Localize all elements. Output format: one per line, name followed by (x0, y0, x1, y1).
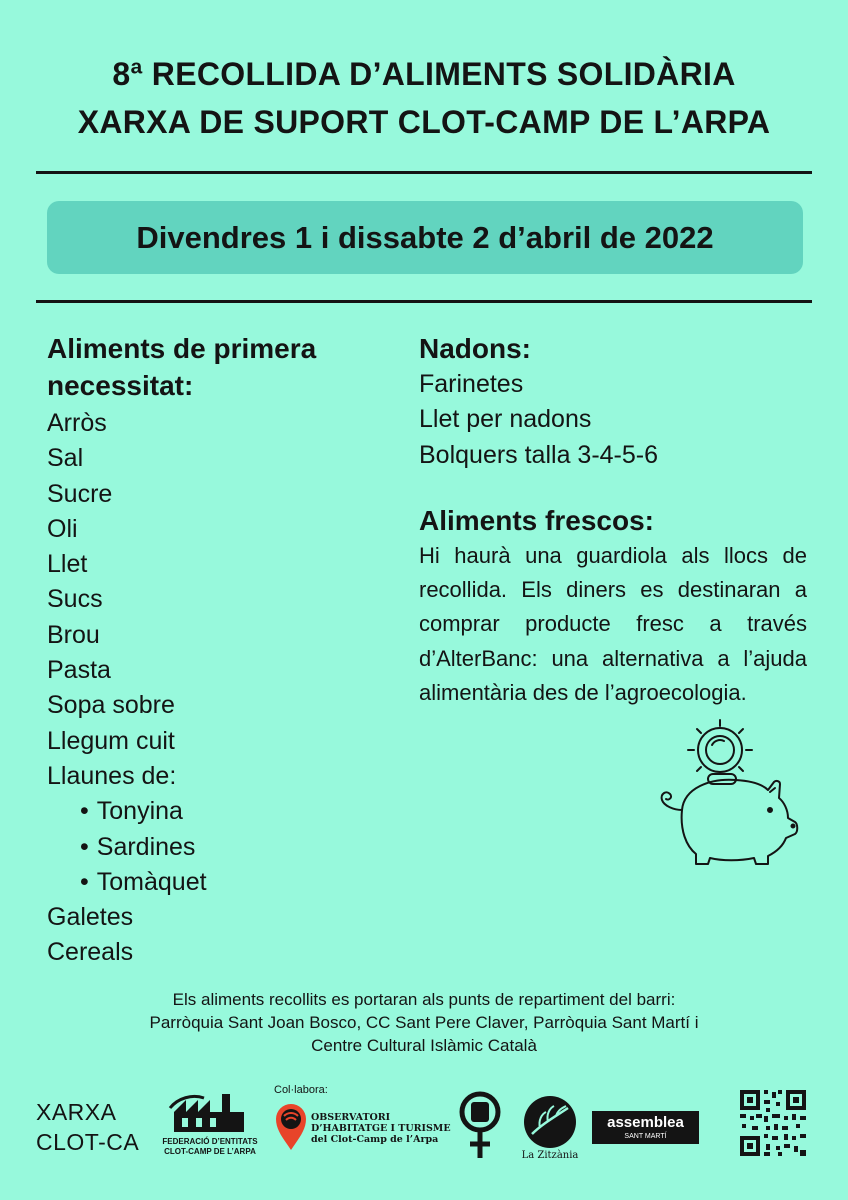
list-item: Llet per nadons (419, 405, 592, 434)
list-item: Sucre (47, 479, 113, 508)
qr-code-icon (738, 1088, 808, 1158)
xarxa-logo-line-2: CLOT-CA (36, 1129, 140, 1155)
can-item: • Tomàquet (47, 865, 397, 900)
basic-foods-heading-2: necessitat: (47, 370, 194, 401)
list-item: Brou (47, 620, 100, 649)
title-line-1: 8ª RECOLLIDA D’ALIMENTS SOLIDÀRIA (112, 56, 736, 92)
middle-divider (36, 300, 812, 303)
observatori-line-3: del Clot-Camp de l’Arpa (311, 1134, 439, 1145)
list-item: Bolquers talla 3-4-5-6 (419, 440, 659, 469)
date-banner (47, 201, 803, 274)
title-line-2: XARXA DE SUPORT CLOT-CAMP DE L’ARPA (77, 104, 771, 140)
list-item: Pasta (47, 656, 111, 685)
basic-foods-section (47, 330, 397, 971)
assemblea-logo (592, 1111, 699, 1144)
list-item: Llet (47, 550, 88, 579)
list-item: Llaunes de: (47, 761, 177, 790)
can-item: • Sardines (47, 830, 397, 865)
fresh-text: Hi haurà una guardiola als llocs de recollida. Els diners es destinaran a comprar producte fresc a través d’AlterBanc: una alternativa a l’ajuda alimentària des de l’agroecologia. (419, 542, 807, 705)
list-item: Galetes (47, 903, 134, 932)
list-item: Cereals (47, 938, 134, 967)
observatori-line-2: D’HABITATGE I TURISME (311, 1123, 451, 1134)
assemblea-subtext: SANT MARTÍ (624, 1133, 667, 1140)
list-item: Oli (47, 514, 78, 543)
federacio-line-2: CLOT-CAMP DE L’ARPA (164, 1147, 256, 1156)
observatori-logo (311, 1112, 451, 1145)
footer-line-3: Centre Cultural Islàmic Català (311, 1036, 537, 1055)
list-item: Sopa sobre (47, 691, 175, 720)
feminist-fist-icon (458, 1090, 502, 1162)
babies-heading: Nadons: (419, 333, 531, 364)
can-item: • Tonyina (47, 794, 397, 829)
list-item: Arròs (47, 409, 107, 437)
list-item: Sucs (47, 585, 103, 614)
federacio-factory-icon (168, 1090, 252, 1136)
colabora-label: Col·labora: (274, 1084, 328, 1096)
observatori-line-1: OBSERVATORI (311, 1112, 391, 1123)
footer-line-2: Parròquia Sant Joan Bosco, CC Sant Pere Claver, Parròquia Sant Martí i (149, 1013, 699, 1032)
assemblea-text: assemblea (607, 1114, 684, 1131)
la-zitzania-logo-icon (522, 1094, 578, 1150)
xarxa-logo-line-1: XARXA (36, 1099, 117, 1125)
list-item: Sal (47, 444, 84, 473)
list-item: Farinetes (419, 370, 524, 398)
federacio-line-1: FEDERACIÓ D’ENTITATS (162, 1137, 258, 1146)
xarxa-clot-ca-logo (36, 1097, 139, 1157)
footer-note (0, 988, 848, 1057)
fresh-heading: Aliments frescos: (419, 504, 654, 536)
basic-foods-list (47, 406, 397, 971)
top-divider (36, 171, 812, 174)
la-zitzania-label: La Zitzània (521, 1150, 579, 1161)
list-item: Llegum cuit (47, 726, 175, 755)
babies-section (419, 330, 807, 710)
basic-foods-heading-1: Aliments de primera (47, 333, 317, 364)
footer-line-1: Els aliments recollits es portaran als punts de repartiment del barri: (172, 990, 676, 1009)
observatori-pin-icon (274, 1102, 308, 1152)
federacio-logo (155, 1137, 265, 1157)
piggy-bank-icon (652, 718, 807, 868)
date-text: Divendres 1 i dissabte 2 d’abril de 2022 (136, 219, 714, 255)
